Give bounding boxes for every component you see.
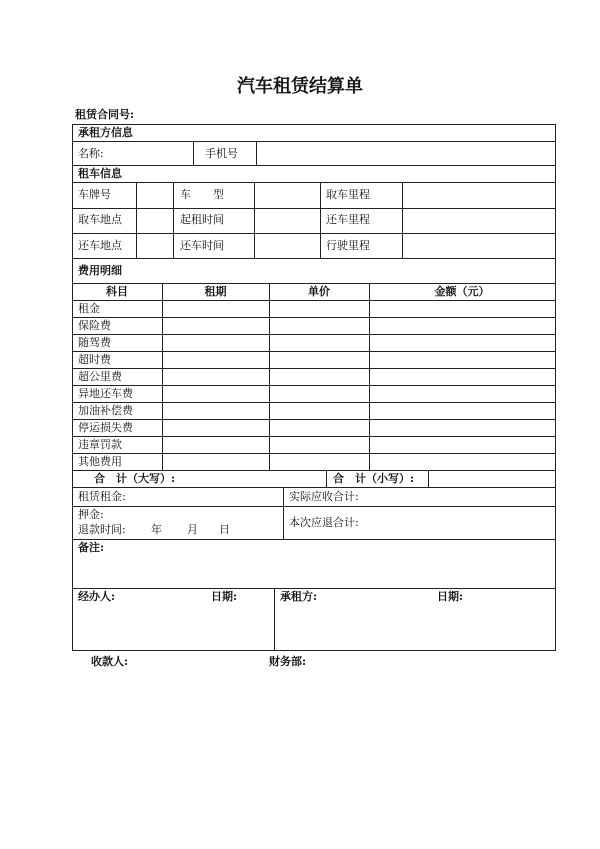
divider xyxy=(402,182,403,258)
model-label: 车 型 xyxy=(180,188,224,201)
driven-mileage-label: 行驶里程 xyxy=(326,239,370,252)
rule xyxy=(72,470,556,471)
total-lower-label: 合 计（小写）: xyxy=(333,472,415,485)
rule xyxy=(72,588,556,589)
rule xyxy=(72,351,556,352)
rule xyxy=(72,506,556,507)
column-header-amount: 金额（元） xyxy=(434,285,490,298)
fee-item-label: 保险费 xyxy=(78,319,111,332)
fee-item-label: 租金 xyxy=(78,302,100,315)
return-mileage-label: 还车里程 xyxy=(326,213,370,226)
rule xyxy=(72,487,556,488)
fee-item-label: 违章罚款 xyxy=(78,438,122,451)
divider xyxy=(369,283,370,470)
pickup-place-label: 取车地点 xyxy=(78,213,122,226)
rule xyxy=(72,208,556,209)
divider xyxy=(326,470,327,487)
handler-label: 经办人: xyxy=(78,590,116,603)
column-header-unit-price: 单价 xyxy=(308,285,330,298)
return-place-label: 还车地点 xyxy=(78,239,122,252)
divider xyxy=(428,470,429,487)
start-time-label: 起租时间 xyxy=(180,213,224,226)
fee-item-label: 超时费 xyxy=(78,353,111,366)
divider xyxy=(274,588,275,650)
fee-item-label: 加油补偿费 xyxy=(78,404,133,417)
refund-time-label: 退款时间: xyxy=(78,523,126,536)
form-border-left xyxy=(72,124,73,651)
rule xyxy=(72,385,556,386)
rule xyxy=(72,258,556,259)
fee-item-label: 其他费用 xyxy=(78,455,122,468)
divider xyxy=(162,283,163,470)
deposit-label: 押金: xyxy=(78,508,104,521)
rule xyxy=(72,165,556,166)
contract-number-label: 租赁合同号: xyxy=(75,108,135,121)
divider xyxy=(136,182,137,258)
refund-year-label: 年 xyxy=(151,523,162,536)
form-border-right xyxy=(555,124,556,651)
handler-date-label: 日期: xyxy=(211,590,238,603)
fee-item-label: 异地还车费 xyxy=(78,387,133,400)
divider xyxy=(256,141,257,165)
rule xyxy=(72,233,556,234)
lessee-section-heading: 承租方信息 xyxy=(78,126,133,139)
rule xyxy=(72,182,556,183)
rule xyxy=(72,283,556,284)
refund-month-label: 月 xyxy=(187,523,198,536)
page-title: 汽车租赁结算单 xyxy=(237,76,363,97)
remarks-label: 备注: xyxy=(78,541,105,554)
rule xyxy=(72,539,556,540)
payee-label: 收款人: xyxy=(91,655,129,668)
name-label: 名称: xyxy=(78,147,104,160)
divider xyxy=(283,487,284,539)
column-header-subject: 科目 xyxy=(106,285,128,298)
plate-label: 车牌号 xyxy=(78,188,111,201)
form-border-bottom xyxy=(72,650,556,651)
rule xyxy=(72,334,556,335)
lessee-sign-label: 承租方: xyxy=(280,590,318,603)
actual-receivable-label: 实际应收合计: xyxy=(289,490,359,503)
form-border-top xyxy=(72,124,556,125)
column-header-period: 租期 xyxy=(204,285,227,298)
rule xyxy=(72,402,556,403)
rental-deposit-label: 租赁租金: xyxy=(78,490,126,503)
pickup-mileage-label: 取车里程 xyxy=(326,188,370,201)
divider xyxy=(173,182,174,258)
fee-item-label: 停运损失费 xyxy=(78,421,133,434)
divider xyxy=(320,182,321,258)
rule xyxy=(72,141,556,142)
fee-item-label: 超公里费 xyxy=(78,370,122,383)
rule xyxy=(72,368,556,369)
refund-day-label: 日 xyxy=(219,523,230,536)
rule xyxy=(72,419,556,420)
finance-department-label: 财务部: xyxy=(269,655,307,668)
fee-section-heading: 费用明细 xyxy=(78,264,122,277)
car-section-heading: 租车信息 xyxy=(78,167,122,180)
divider xyxy=(193,141,194,165)
rule xyxy=(72,436,556,437)
refund-due-label: 本次应退合计: xyxy=(289,516,359,529)
phone-label: 手机号 xyxy=(205,147,238,160)
lessee-date-label: 日期: xyxy=(437,590,464,603)
rule xyxy=(72,317,556,318)
return-time-label: 还车时间 xyxy=(180,239,224,252)
divider xyxy=(269,283,270,470)
divider xyxy=(254,182,255,258)
fee-item-label: 随驾费 xyxy=(78,336,111,349)
rule xyxy=(72,453,556,454)
rule xyxy=(72,300,556,301)
total-upper-label: 合 计（大写）: xyxy=(94,472,176,485)
